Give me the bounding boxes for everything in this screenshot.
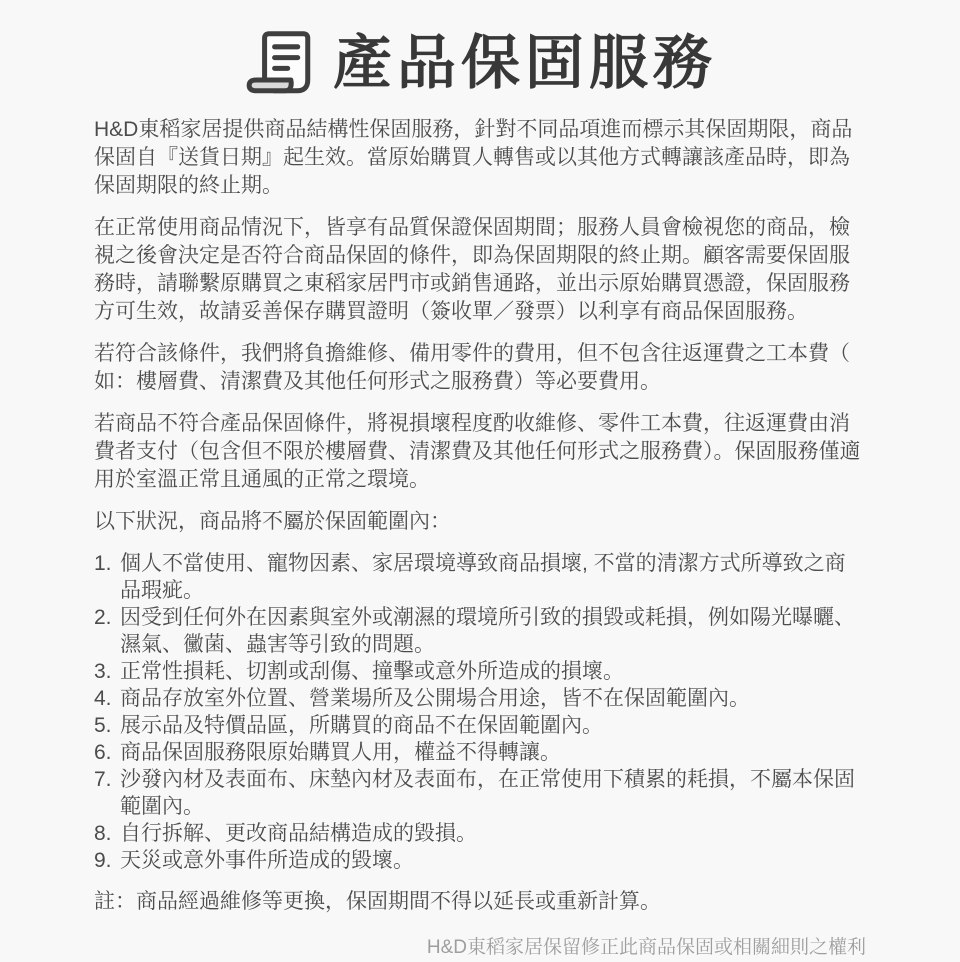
page-header bbox=[0, 26, 960, 100]
exclusion-item-2 bbox=[94, 604, 866, 658]
exclusion-item-number: 6. bbox=[94, 741, 112, 764]
exclusion-item-4 bbox=[94, 685, 866, 712]
exclusion-item-text: 商品保固服務限原始購買人用，權益不得轉讓。 bbox=[120, 741, 561, 764]
warranty-content bbox=[94, 116, 866, 962]
exclusion-item-number: 9. bbox=[94, 849, 112, 872]
exclusion-item-8 bbox=[94, 820, 866, 847]
exclusion-item-3 bbox=[94, 658, 866, 685]
exclusion-item-9 bbox=[94, 847, 866, 874]
exclusion-item-text: 展示品及特價品區，所購買的商品不在保固範圍內。 bbox=[120, 714, 603, 737]
page-title: 產品保固服務 bbox=[332, 29, 717, 96]
receipt-icon bbox=[243, 26, 317, 100]
exclusion-item-number: 4. bbox=[94, 687, 112, 710]
exclusion-item-1 bbox=[94, 550, 866, 604]
footer-disclaimer: H&D東稻家居保留修正此商品保固或相關細則之權利 bbox=[426, 937, 866, 958]
exclusions-list bbox=[94, 550, 866, 874]
paragraph-warranty-intro: H&D東稻家居提供商品結構性保固服務，針對不同品項進而標示其保固期限，商品保固自『送貨日期』起生效。當原始購買人轉售或以其他方式轉讓該產品時，即為保固期限的終止期。 bbox=[94, 118, 853, 197]
exclusion-item-number: 5. bbox=[94, 714, 112, 737]
exclusion-item-number: 8. bbox=[94, 822, 112, 845]
exclusion-item-number: 1. bbox=[94, 552, 112, 575]
exclusion-item-5 bbox=[94, 712, 866, 739]
exclusion-item-text: 正常性損耗、切割或刮傷、撞擊或意外所造成的損壞。 bbox=[120, 660, 624, 683]
exclusion-item-number: 2. bbox=[94, 606, 112, 629]
note-text: 註：商品經過維修等更換，保固期間不得以延長或重新計算。 bbox=[94, 890, 661, 913]
exclusions-intro: 以下狀況，商品將不屬於保固範圍內： bbox=[94, 510, 451, 533]
exclusion-item-text: 自行拆解、更改商品結構造成的毀損。 bbox=[120, 822, 477, 845]
exclusion-item-number: 7. bbox=[94, 768, 112, 791]
exclusion-item-7 bbox=[94, 766, 866, 820]
exclusion-item-6 bbox=[94, 739, 866, 766]
exclusion-item-text: 個人不當使用、寵物因素、家居環境導致商品損壞, 不當的清潔方式所導致之商品瑕疵。 bbox=[120, 552, 846, 602]
paragraph-noncovered-costs: 若商品不符合產品保固條件，將視損壞程度酌收維修、零件工本費，往返運費由消費者支付（包含但不限於樓層費、清潔費及其他任何形式之服務費）。保固服務僅適用於室溫正常且通風的正常之環境。 bbox=[94, 412, 861, 491]
exclusion-item-text: 沙發內材及表面布、床墊內材及表面布，在正常使用下積累的耗損，不屬本保固範圍內。 bbox=[120, 768, 855, 818]
exclusion-item-number: 3. bbox=[94, 660, 112, 683]
paragraph-service-process: 在正常使用商品情況下，皆享有品質保證保固期間；服務人員會檢視您的商品，檢視之後會決定是否符合商品保固的條件，即為保固期限的終止期。顧客需要保固服務時，請聯繫原購買之東稻家居門市或銷售通路，並出示原始購買憑證，保固服務方可生效，故請妥善保存購買證明（簽收單／發票）以利享有商品保固服務。 bbox=[94, 216, 850, 323]
paragraph-covered-costs: 若符合該條件，我們將負擔維修、備用零件的費用，但不包含往返運費之工本費（如：樓層費、清潔費及其他任何形式之服務費）等必要費用。 bbox=[94, 342, 850, 393]
exclusion-item-text: 因受到任何外在因素與室外或潮濕的環境所引致的損毀或耗損，例如陽光曝曬、濕氣、黴菌、蟲害等引致的問題。 bbox=[120, 606, 855, 656]
exclusion-item-text: 商品存放室外位置、營業場所及公開場合用途，皆不在保固範圍內。 bbox=[120, 687, 750, 710]
exclusion-item-text: 天災或意外事件所造成的毀壞。 bbox=[120, 849, 414, 872]
